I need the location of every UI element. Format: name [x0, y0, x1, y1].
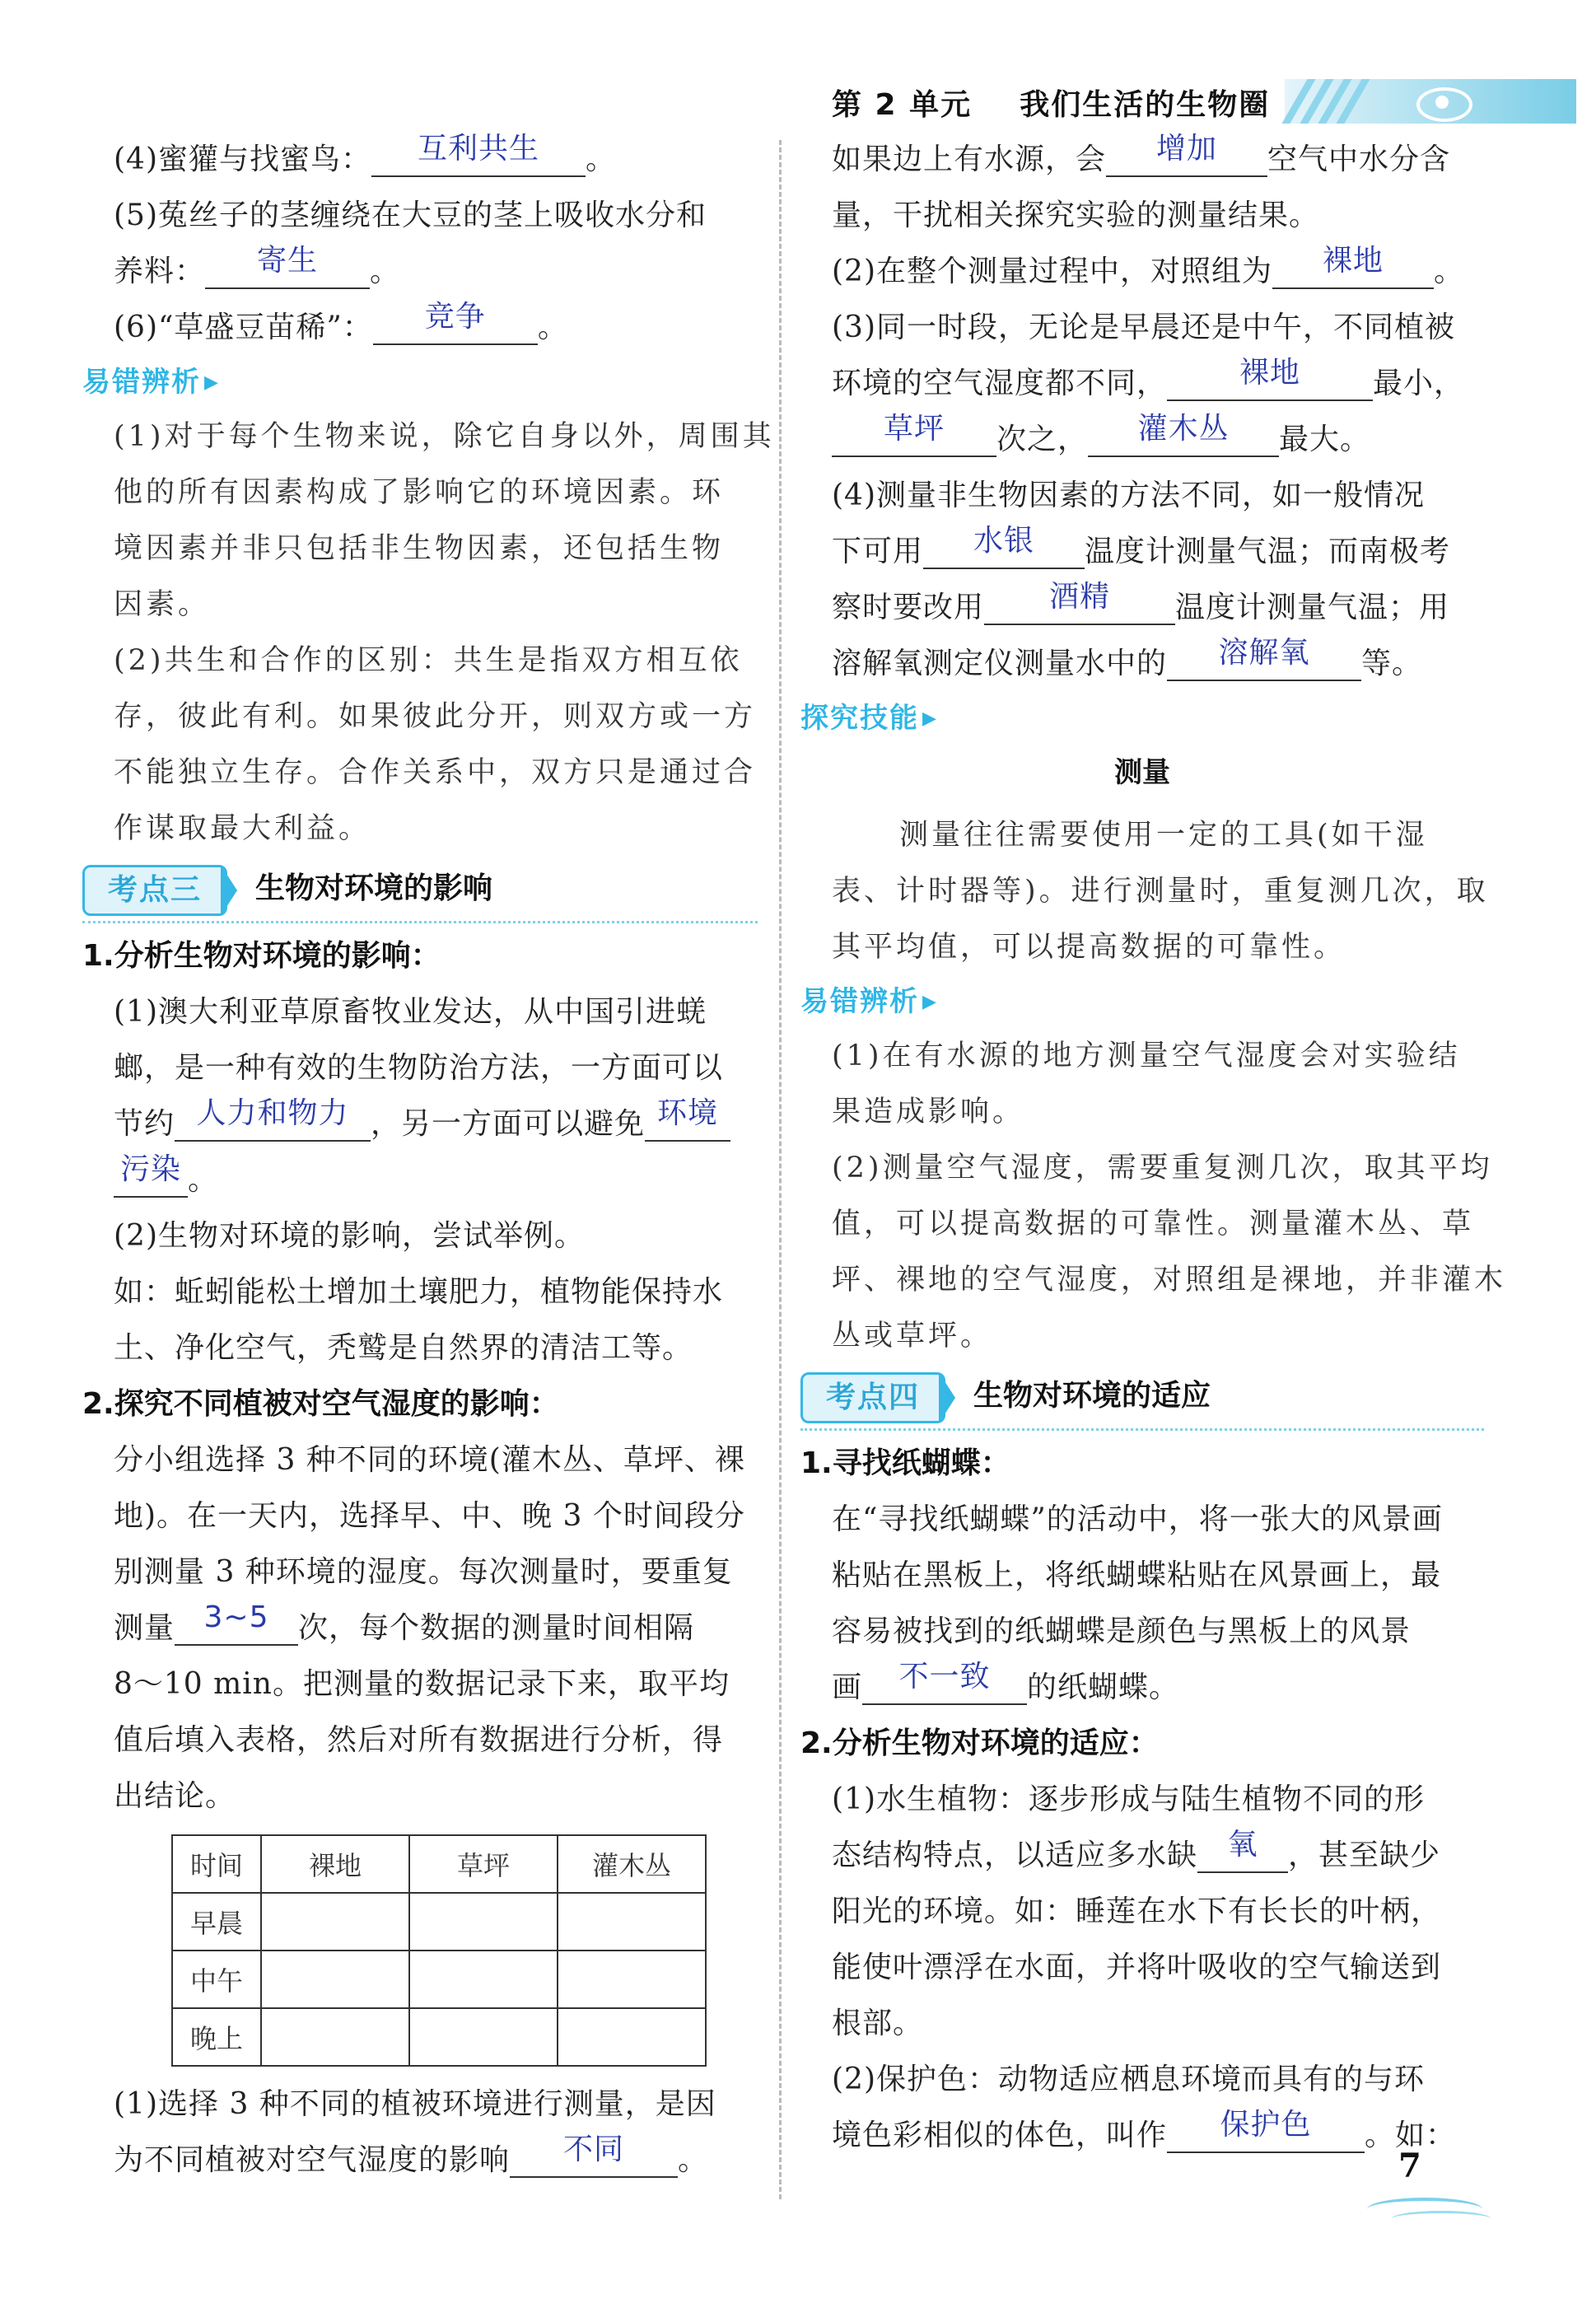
note-line: 他的所有因素构成了影响它的环境因素。环 — [114, 476, 725, 509]
question-line — [82, 244, 758, 300]
question-line — [800, 244, 1484, 300]
answer-text: 人力和物力 — [196, 1096, 349, 1130]
answer-text: 增加 — [1156, 132, 1218, 166]
question-line — [800, 2108, 1484, 2164]
question-line — [82, 1152, 758, 1208]
body-line: (1)水生植物：逐步形成与陆生植物不同的形 — [832, 1782, 1425, 1816]
question-line — [82, 1096, 758, 1152]
question-line — [82, 300, 758, 356]
body-line: (2)保护色：动物适应栖息环境而具有的与环 — [832, 2063, 1425, 2096]
table-cell — [558, 1951, 706, 2008]
table-cell — [409, 2008, 558, 2066]
body-line: 别测量 3 种环境的湿度。每次测量时，要重复 — [114, 1555, 733, 1589]
question-text: (4)蜜獾与找蜜鸟： — [114, 142, 371, 176]
right-column — [800, 132, 1507, 2164]
answer-text: 灌木丛 — [1137, 412, 1230, 446]
body-line: 能使叶漂浮在水面，并将叶吸收的空气输送到 — [832, 1951, 1442, 1984]
question-text: 养料： — [114, 255, 206, 288]
note-line: (2)共生和合作的区别：共生是指双方相互依 — [114, 644, 743, 677]
question-line — [800, 132, 1484, 188]
question-text: 境色彩相似的体色，叫作 — [832, 2119, 1168, 2152]
note-line: 因素。 — [114, 588, 211, 621]
answer-blank — [1167, 2110, 1365, 2153]
answer-text: 不一致 — [898, 1660, 991, 1694]
question-text: 。 — [370, 255, 401, 288]
body-line: 土、净化空气，秃鹫是自然界的清洁工等。 — [114, 1331, 693, 1365]
question-line — [800, 524, 1484, 580]
key-point-badge: 考点三 — [82, 865, 227, 916]
chevron-right-icon — [221, 865, 237, 916]
eye-icon — [1416, 87, 1472, 122]
answer-text: 裸地 — [1239, 356, 1301, 390]
answer-blank — [373, 302, 538, 345]
answer-text: 草坪 — [883, 412, 945, 446]
table-header-cell: 草坪 — [409, 1835, 558, 1893]
body-line: (1)选择 3 种不同的植被环境进行测量，是因 — [114, 2087, 716, 2121]
table-cell — [558, 2008, 706, 2066]
answer-blank — [1167, 358, 1373, 401]
table-cell — [261, 1951, 409, 2008]
answer-blank — [923, 526, 1085, 569]
question-text: 画 — [832, 1670, 863, 1704]
table-row — [172, 1893, 706, 1951]
question-line — [82, 2133, 758, 2189]
note-line: 作谋取最大利益。 — [114, 812, 371, 845]
note-line: 果造成影响。 — [832, 1096, 1025, 1128]
answer-text: 不同 — [563, 2133, 625, 2166]
table-cell — [261, 1893, 409, 1951]
body-line: 值后填入表格，然后对所有数据进行分析，得 — [114, 1723, 724, 1757]
note-line: (2)测量空气湿度，需要重复测几次，取其平均 — [832, 1152, 1493, 1184]
answer-blank — [1167, 638, 1361, 681]
question-text: 溶解氧测定仪测量水中的 — [832, 647, 1168, 680]
question-line — [800, 412, 1484, 468]
table-cell — [261, 2008, 409, 2066]
answer-blank — [205, 246, 370, 289]
chevron-right-icon — [939, 1372, 955, 1423]
inquiry-title: 测量 — [1114, 756, 1170, 789]
play-icon: ▶ — [922, 992, 938, 1012]
key-point-3-banner — [82, 863, 758, 923]
question-text: 次之， — [996, 423, 1089, 456]
question-text: 察时要改用 — [832, 591, 985, 624]
question-text: 为不同植被对空气湿度的影响 — [114, 2143, 511, 2177]
note-line: 表、计时器等)。进行测量时，重复测几次，取 — [832, 875, 1489, 908]
table-row-label: 中午 — [172, 1951, 261, 2008]
play-icon: ▶ — [204, 372, 220, 393]
note-line: 丛或草坪。 — [832, 1320, 993, 1353]
table-header-cell: 裸地 — [261, 1835, 409, 1893]
answer-blank — [862, 1662, 1027, 1705]
answer-blank — [175, 1096, 371, 1142]
note-line: 坪、裸地的空气湿度，对照组是裸地，并非灌木 — [832, 1264, 1507, 1296]
question-line — [800, 1828, 1484, 1884]
body-line: (3)同一时段，无论是早晨还是中午，不同植被 — [832, 311, 1455, 344]
body-line: 阳光的环境。如：睡莲在水下有长长的叶柄， — [832, 1895, 1442, 1928]
page-header — [832, 77, 1270, 127]
body-line: 螂，是一种有效的生物防治方法，一方面可以 — [114, 1051, 724, 1085]
humidity-table — [171, 1834, 707, 2067]
question-text: 等。 — [1361, 647, 1423, 680]
question-line — [800, 580, 1484, 636]
play-icon: ▶ — [922, 708, 938, 729]
table-header-row — [172, 1835, 706, 1893]
answer-text: 污染 — [119, 1152, 181, 1186]
note-line: 值，可以提高数据的可靠性。测量灌木丛、草 — [832, 1208, 1475, 1240]
question-line — [82, 1600, 758, 1656]
question-line: (5)菟丝子的茎缠绕在大豆的茎上吸收水分和 — [114, 199, 707, 232]
table-row-label: 晚上 — [172, 2008, 261, 2066]
table-row — [172, 2008, 706, 2066]
table-row-label: 早晨 — [172, 1893, 261, 1951]
body-line: 粘贴在黑板上，将纸蝴蝶粘贴在风景画上，最 — [832, 1558, 1442, 1592]
question-text: 。 — [1434, 255, 1465, 288]
answer-text: 水银 — [973, 524, 1035, 558]
unit-title: 第 2 单元 我们生活的生物圈 — [832, 87, 1271, 122]
sub-heading: 1.分析生物对环境的影响： — [82, 939, 441, 973]
body-line: 分小组选择 3 种不同的环境(灌木丛、草坪、裸 — [114, 1443, 745, 1477]
sub-heading: 1.寻找纸蝴蝶： — [800, 1446, 1010, 1480]
question-line — [82, 132, 758, 188]
question-text: 次，每个数据的测量时间相隔 — [298, 1611, 695, 1645]
body-line: 出结论。 — [114, 1779, 236, 1813]
page-number: 7 — [1398, 2147, 1421, 2185]
body-line: (2)生物对环境的影响，尝试举例。 — [114, 1219, 585, 1253]
answer-text: 溶解氧 — [1218, 636, 1310, 670]
question-text: 温度计测量气温；用 — [1175, 591, 1450, 624]
answer-blank — [371, 134, 586, 177]
answer-blank — [114, 1152, 188, 1198]
question-text: ，另一方面可以避免 — [371, 1107, 646, 1141]
answer-blank — [510, 2135, 678, 2178]
answer-text: 3~5 — [203, 1600, 269, 1634]
question-text: 最小， — [1373, 367, 1465, 400]
table-cell — [558, 1893, 706, 1951]
body-line: (1)澳大利亚草原畜牧业发达，从中国引进蜣 — [114, 995, 707, 1029]
body-line: 根部。 — [832, 2007, 924, 2040]
key-point-title: 生物对环境的适应 — [973, 1379, 1211, 1413]
key-point-badge: 考点四 — [800, 1372, 945, 1423]
answer-blank — [645, 1096, 730, 1142]
table-cell — [409, 1951, 558, 2008]
note-line: 境因素并非只包括非生物因素，还包括生物 — [114, 532, 725, 565]
table-header-cell: 灌木丛 — [558, 1835, 706, 1893]
key-point-4-banner — [800, 1371, 1484, 1431]
question-text: 。 — [678, 2143, 709, 2177]
answer-blank — [175, 1600, 298, 1646]
question-text: 最大。 — [1279, 423, 1371, 456]
answer-blank — [832, 414, 996, 457]
table-row — [172, 1951, 706, 2008]
tag-label: 易错辨析 — [82, 366, 201, 399]
answer-blank — [1088, 414, 1279, 457]
sub-heading: 2.探究不同植被对空气湿度的影响： — [82, 1387, 559, 1421]
body-line: 地)。在一天内，选择早、中、晚 3 个时间段分 — [114, 1499, 745, 1533]
question-text: 的纸蝴蝶。 — [1027, 1670, 1180, 1704]
table-cell — [409, 1893, 558, 1951]
question-text: 下可用 — [832, 535, 924, 568]
answer-text: 氧 — [1227, 1828, 1258, 1862]
question-text: 温度计测量气温；而南极考 — [1085, 535, 1451, 568]
question-text: 。 — [188, 1163, 219, 1197]
key-point-title: 生物对环境的影响 — [255, 871, 493, 905]
note-line: (1)在有水源的地方测量空气湿度会对实验结 — [832, 1040, 1461, 1072]
answer-text: 保护色 — [1220, 2108, 1312, 2142]
sub-heading: 2.分析生物对环境的适应： — [800, 1726, 1159, 1760]
question-text: 。 — [537, 311, 568, 344]
question-text: 环境的空气湿度都不同， — [832, 367, 1168, 400]
note-line: 不能独立生存。合作关系中，双方只是通过合 — [114, 756, 757, 789]
section-tag-error-analysis — [800, 975, 1484, 1028]
question-text: 测量 — [114, 1611, 175, 1645]
note-line: 测量往往需要使用一定的工具(如干湿 — [899, 819, 1428, 852]
note-line: (1)对于每个生物来说，除它自身以外，周围其 — [114, 420, 775, 453]
body-line: 容易被找到的纸蝴蝶是颜色与黑板上的风景 — [832, 1614, 1412, 1648]
body-line: (4)测量非生物因素的方法不同，如一般情况 — [832, 479, 1425, 512]
note-line: 存，彼此有利。如果彼此分开，则双方或一方 — [114, 700, 757, 733]
question-text: ，甚至缺少 — [1288, 1838, 1441, 1872]
section-tag-inquiry-skill — [800, 692, 1484, 745]
answer-text: 竞争 — [424, 300, 486, 334]
note-line: 其平均值，可以提高数据的可靠性。 — [832, 931, 1346, 964]
body-line: 8～10 min。把测量的数据记录下来，取平均 — [114, 1667, 730, 1701]
question-text: 如果边上有水源，会 — [832, 142, 1107, 176]
table-header-cell: 时间 — [172, 1835, 261, 1893]
question-line — [800, 1660, 1484, 1716]
body-line: 在“寻找纸蝴蝶”的活动中，将一张大的风景画 — [832, 1502, 1443, 1536]
answer-blank — [984, 582, 1175, 625]
question-text: 空气中水分含 — [1267, 142, 1451, 176]
question-line — [800, 356, 1484, 412]
body-line: 量，干扰相关探究实验的测量结果。 — [832, 199, 1320, 232]
tag-label: 探究技能 — [800, 702, 919, 735]
answer-text: 互利共生 — [417, 132, 539, 166]
question-text: (6)“草盛豆苗稀”： — [114, 311, 373, 344]
answer-text: 酒精 — [1049, 580, 1111, 614]
answer-text: 环境 — [657, 1096, 719, 1130]
answer-blank — [1272, 246, 1434, 289]
left-column — [82, 132, 775, 2189]
wave-decoration — [1392, 2211, 1491, 2226]
answer-blank — [1197, 1830, 1288, 1873]
tag-label: 易错辨析 — [800, 985, 919, 1018]
question-text: 。如： — [1365, 2119, 1457, 2152]
question-text: 节约 — [114, 1107, 175, 1141]
answer-blank — [1106, 134, 1267, 177]
body-line: 如：蚯蚓能松土增加土壤肥力，植物能保持水 — [114, 1275, 724, 1309]
question-text: 态结构特点，以适应多水缺 — [832, 1838, 1198, 1872]
section-tag-error-analysis — [82, 356, 758, 409]
answer-text: 寄生 — [257, 244, 319, 278]
answer-text: 裸地 — [1322, 244, 1384, 278]
question-line — [800, 636, 1484, 692]
column-divider — [779, 140, 782, 2199]
question-text: 。 — [586, 142, 617, 176]
question-text: (2)在整个测量过程中，对照组为 — [832, 255, 1272, 288]
